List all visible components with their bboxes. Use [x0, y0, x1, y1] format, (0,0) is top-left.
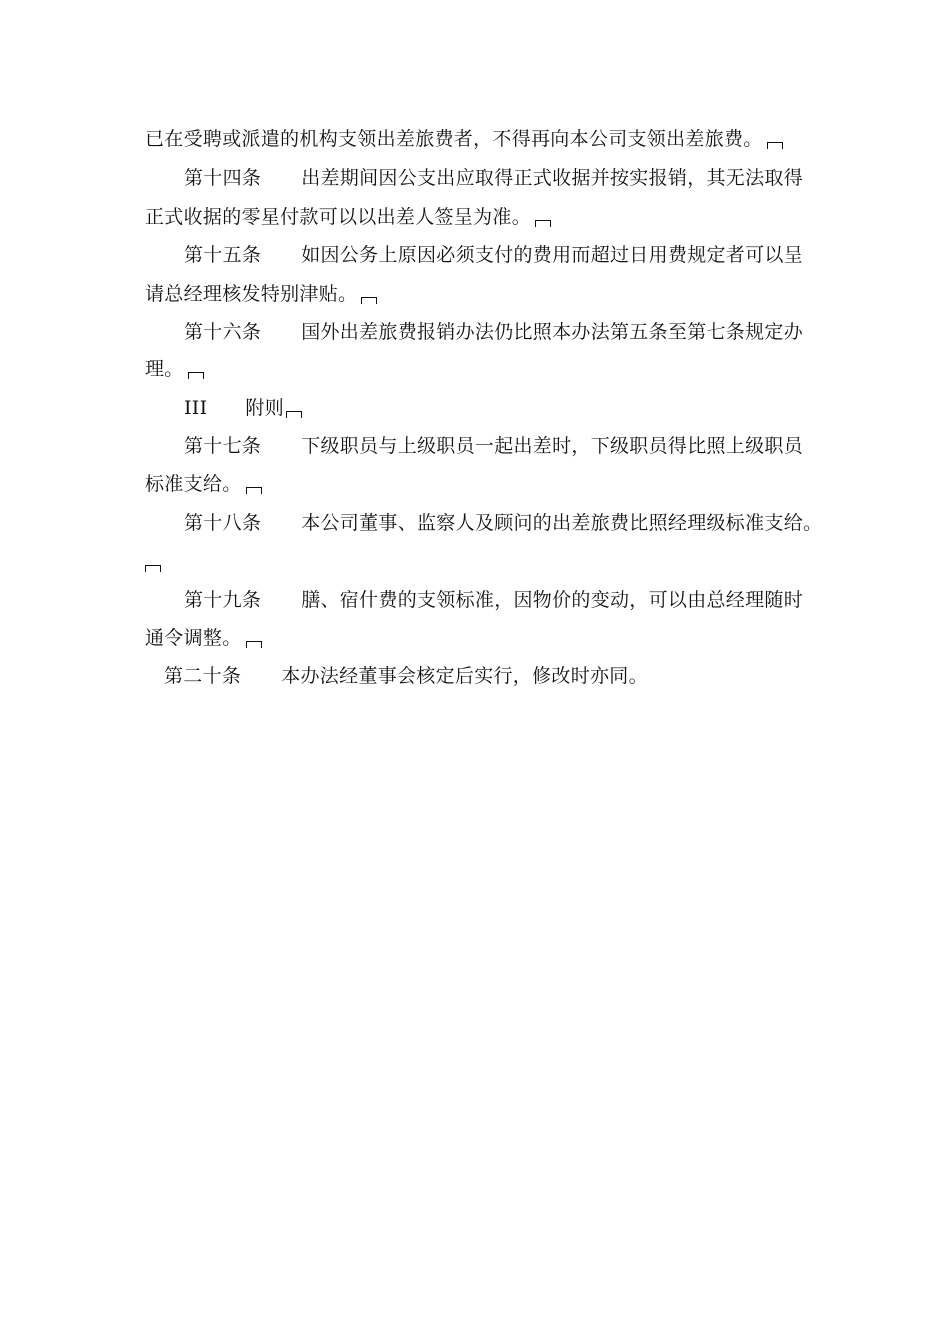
article-number: 第十八条: [184, 512, 262, 534]
article-14-continuation: [145, 204, 551, 230]
article-number: 第十九条: [184, 589, 262, 611]
article-19-continuation: [145, 625, 262, 651]
article-text: 标准支给。: [145, 473, 242, 495]
article-20: [164, 663, 648, 689]
article-number: 第十五条: [184, 244, 262, 266]
article-17-continuation: [145, 471, 262, 497]
paragraph-mark-icon: [361, 297, 377, 304]
article-16: [184, 319, 803, 345]
article-text: 下级职员与上级职员一起出差时，下级职员得比照上级职员: [301, 435, 804, 457]
article-text: 理。: [145, 358, 184, 380]
paragraph-mark-icon: [535, 220, 551, 227]
paragraph-mark-icon: [246, 641, 262, 648]
article-text: 请总经理核发特别津贴。: [145, 283, 358, 305]
article-16-continuation: [145, 356, 204, 382]
article-text: 出差期间因公支出应取得正式收据并按实报销，其无法取得: [301, 167, 804, 189]
section-heading: [184, 395, 302, 421]
paragraph-line: [145, 126, 783, 152]
article-number: 第十六条: [184, 321, 262, 343]
article-number: 第二十条: [164, 665, 242, 687]
article-14: [184, 165, 803, 191]
article-text: 膳、宿什费的支领标准，因物价的变动，可以由总经理随时: [301, 589, 804, 611]
article-18-mark-line: [145, 549, 161, 575]
article-18: [184, 510, 822, 536]
article-text: 如因公务上原因必须支付的费用而超过日用费规定者可以呈: [301, 244, 804, 266]
article-text: 通令调整。: [145, 627, 242, 649]
article-number: 第十七条: [184, 435, 262, 457]
paragraph-text: 已在受聘或派遣的机构支领出差旅费者，不得再向本公司支领出差旅费。: [145, 128, 763, 150]
paragraph-mark-icon: [145, 565, 161, 572]
article-15-continuation: [145, 281, 377, 307]
section-number: III: [184, 397, 208, 419]
article-text: 本公司董事、监察人及顾问的出差旅费比照经理级标准支给。: [301, 512, 823, 534]
section-title: 附则: [245, 397, 285, 419]
article-text: 本办法经董事会核定后实行，修改时亦同。: [281, 665, 648, 687]
article-17: [184, 433, 803, 459]
paragraph-mark-icon: [767, 142, 783, 149]
paragraph-mark-icon: [246, 487, 262, 494]
article-text: 正式收据的零星付款可以以出差人签呈为准。: [145, 206, 532, 228]
article-15: [184, 242, 803, 268]
paragraph-mark-icon: [286, 411, 302, 418]
article-number: 第十四条: [184, 167, 262, 189]
article-text: 国外出差旅费报销办法仍比照本办法第五条至第七条规定办: [301, 321, 804, 343]
article-19: [184, 587, 803, 613]
paragraph-mark-icon: [188, 372, 204, 379]
